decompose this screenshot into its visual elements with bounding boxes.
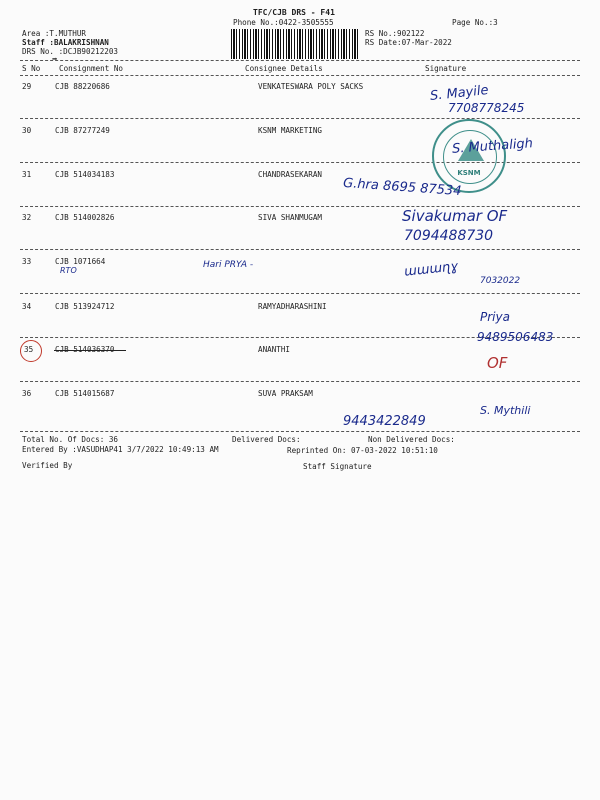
delivered-docs: Delivered Docs: xyxy=(232,435,301,444)
column-header-sno: S No xyxy=(22,64,41,73)
barcode xyxy=(231,29,359,59)
row-consignment: CJB 514015687 xyxy=(55,389,115,398)
page-number: Page No.:3 xyxy=(452,18,498,27)
row-sno: 36 xyxy=(22,389,32,398)
area-label: Area :T.MUTHUR xyxy=(22,29,87,38)
handwritten-note: RTO xyxy=(60,266,77,275)
reprinted-on: Reprinted On: 07-03-2022 10:51:10 xyxy=(287,446,438,455)
divider xyxy=(20,293,580,294)
handwritten-phone: 7094488730 xyxy=(404,228,494,244)
row-sno: 30 xyxy=(22,126,32,135)
entered-by: Entered By :VASUDHAP41 3/7/2022 10:49:13 AM xyxy=(22,445,219,454)
column-header-signature: Signature xyxy=(425,64,467,73)
row-consignment: CJB 88220686 xyxy=(55,82,110,91)
row-sno: 34 xyxy=(22,302,32,311)
staff-signature: Staff Signature xyxy=(303,462,372,471)
row-consignment: CJB 514036370 xyxy=(55,345,115,354)
row-sno: 32 xyxy=(22,213,32,222)
column-header-consignment: Consignment No xyxy=(59,64,124,73)
total-docs: Total No. Of Docs: 36 xyxy=(22,435,119,444)
arrow-mark-icon: ➡ xyxy=(52,55,58,65)
handwritten-signature: S. Muthaligh xyxy=(451,136,534,157)
verified-by: Verified By xyxy=(22,461,73,470)
phone-number: Phone No.:0422-3505555 xyxy=(233,18,334,27)
divider xyxy=(20,60,580,61)
handwritten-name-phone: G.hra 8695 87534 xyxy=(342,175,462,200)
row-consignment: CJB 514002826 xyxy=(55,213,115,222)
rs-number: RS No.:902122 xyxy=(365,29,425,38)
row-consignee: VENKATESWARA POLY SACKS xyxy=(258,82,364,91)
row-consignment: CJB 1071664 xyxy=(55,257,106,266)
row-consignment: CJB 513924712 xyxy=(55,302,115,311)
handwritten-phone: 7032022 xyxy=(480,276,521,286)
handwritten-name: Priya xyxy=(480,310,510,324)
divider xyxy=(20,431,580,432)
row-consignee: RAMYADHARASHINI xyxy=(258,302,327,311)
handwritten-name: S. Mayile xyxy=(429,82,490,105)
handwritten-name: Hari PRYA - xyxy=(203,260,254,270)
row-consignee: SIVA SHANMUGAM xyxy=(258,213,323,222)
stamp-text: KSNM xyxy=(457,169,481,177)
handwritten-phone: 7708778245 xyxy=(448,101,525,115)
rs-date: RS Date:07-Mar-2022 xyxy=(365,38,452,47)
row-sno: 31 xyxy=(22,170,32,179)
divider xyxy=(20,381,580,382)
handwritten-name: Sivakumar OF xyxy=(402,207,508,225)
staff-label: Staff :BALAKRISHNAN xyxy=(22,38,109,47)
divider xyxy=(20,249,580,250)
row-consignee: CHANDRASEKARAN xyxy=(258,170,323,179)
row-consignee: SUVA PRAKSAM xyxy=(258,389,313,398)
divider xyxy=(20,118,580,119)
row-sno: 33 xyxy=(22,257,32,266)
row-consignee: KSNM MARKETING xyxy=(258,126,323,135)
handwritten-signature-scribble: ɯɯɯɳɣ xyxy=(403,259,459,280)
column-header-consignee: Consignee Details xyxy=(245,64,323,73)
row-consignment: CJB 514034183 xyxy=(55,170,115,179)
row-consignee: ANANTHI xyxy=(258,345,291,354)
handwritten-phone: 9489506483 xyxy=(477,330,554,344)
handwritten-phone: 9443422849 xyxy=(343,414,426,429)
row-sno: 29 xyxy=(22,82,32,91)
handwritten-mark: OF xyxy=(487,354,508,372)
row-consignment: CJB 87277249 xyxy=(55,126,110,135)
divider xyxy=(20,75,580,76)
document-title: TFC/CJB DRS - F41 xyxy=(253,8,335,17)
row-sno: 35 xyxy=(24,345,34,354)
drs-number: DRS No. :DCJB90212203 xyxy=(22,47,119,56)
non-delivered-docs: Non Delivered Docs: xyxy=(368,435,455,444)
strike-through xyxy=(54,350,126,351)
handwritten-signature: S. Mythili xyxy=(480,404,531,417)
